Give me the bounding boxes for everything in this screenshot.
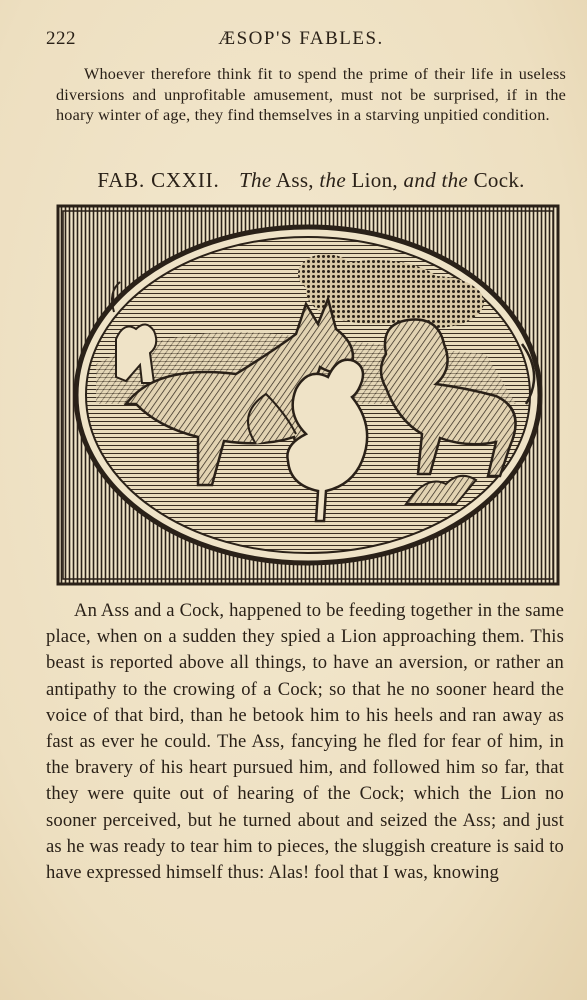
fable-title-word: Ass, <box>275 168 314 192</box>
body-paragraph: An Ass and a Cock, happened to be feeding together in the same place, when on a sudden they spied a Lion approaching them. This beast is reported above all things, to have an aversion, or rather an antipathy to the crowing of a Cock; so that he no sooner heard the voice of that bird, than he betook him to his heels and ran away as fast as ever he could. The Ass, fancying he fled for fear of him, in the bravery of his heart pursued him, and followed him so far, that they were quite out of hearing of the Cock; which the Lion no sooner perceived, but he turned about and seized the Ass; and just as he was ready to tear him to pieces, the sluggish creature is said to have expressed himself thus: Alas! fool that I was, knowing <box>46 600 564 884</box>
running-title: ÆSOP'S FABLES. <box>218 28 384 49</box>
fable-title-word: Lion, <box>351 168 398 192</box>
tree-foliage <box>384 276 484 328</box>
page-number: 222 <box>46 28 76 49</box>
fable-title <box>56 168 566 193</box>
fable-title-word: The <box>239 168 272 192</box>
tree-foliage <box>298 254 354 294</box>
woodcut-illustration <box>56 204 560 586</box>
fable-title-word: Cock. <box>473 168 525 192</box>
intro-paragraph: Whoever therefore think fit to spend the prime of their life in useless diversions and unprofitable amusement, must not be surprised, if in the hoary winter of age, they find themselves in a starving unpitied condition. <box>56 65 566 124</box>
page-header <box>46 28 556 50</box>
fable-title-word: and the <box>403 168 469 192</box>
fable-body <box>46 598 564 886</box>
fable-title-word: the <box>319 168 346 192</box>
fable-number: FAB. CXXII. <box>97 168 220 192</box>
woodcut-svg <box>56 204 560 586</box>
